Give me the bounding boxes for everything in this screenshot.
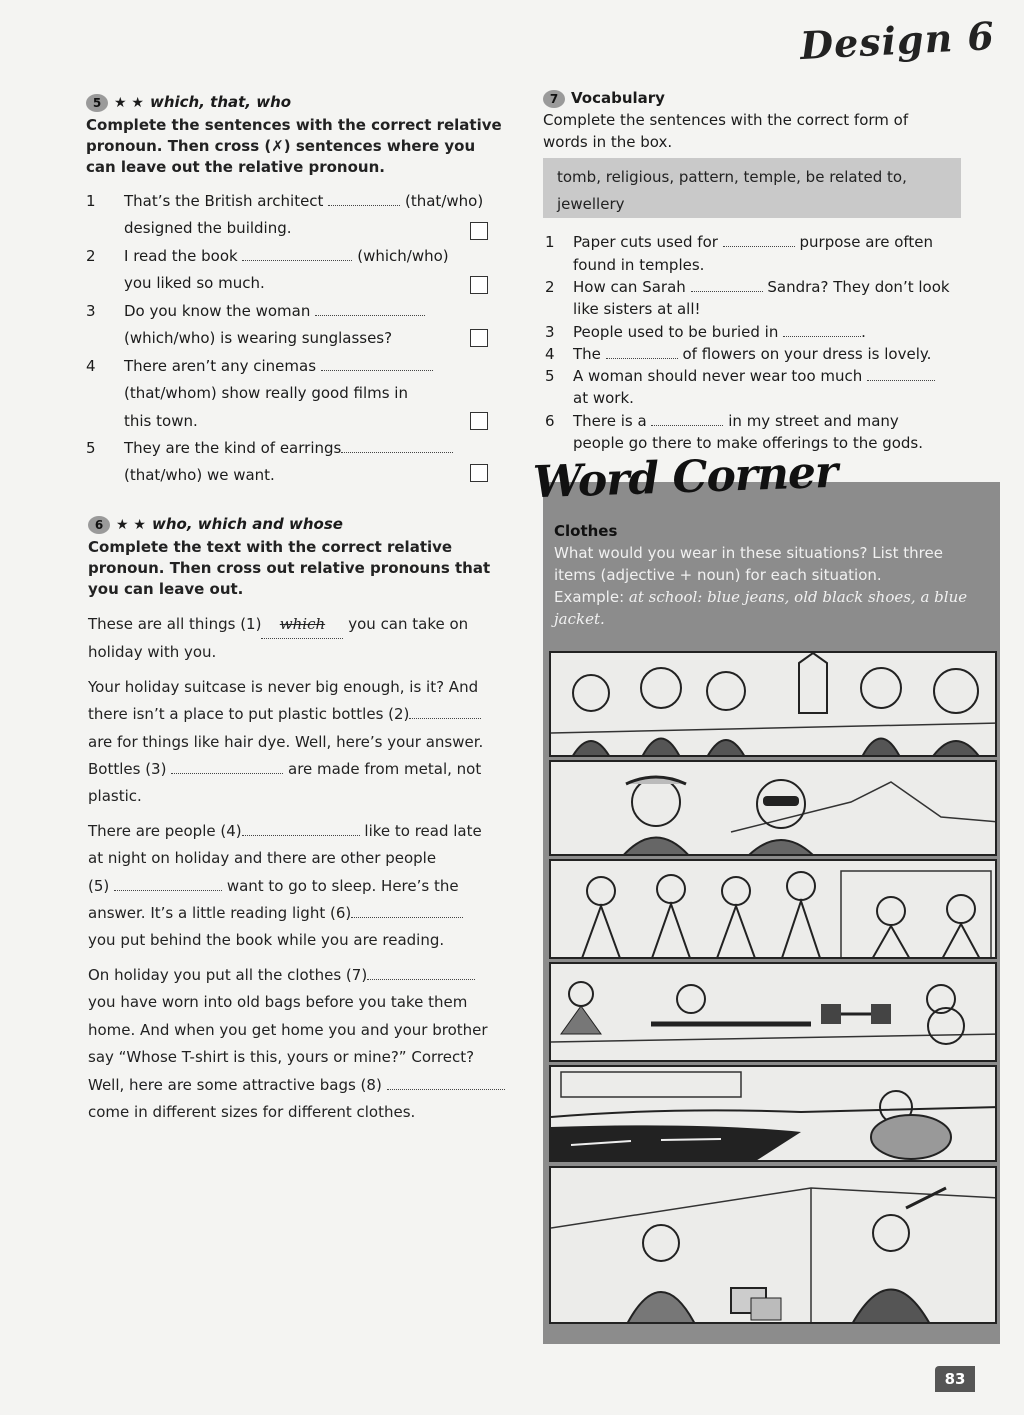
exercise-instructions: Complete the sentences with the correct relative pronoun. Then cross (✗) sentences where you can leave out the relative pronoun. [86, 116, 502, 176]
item-text: They are the kind of earrings [124, 439, 342, 457]
item-text: you liked so much. [124, 274, 265, 292]
item-text: (that/who) we want. [124, 466, 275, 484]
item-text: this town. [124, 412, 198, 430]
answer-blank[interactable] [328, 193, 400, 206]
cross-checkbox[interactable] [470, 222, 488, 240]
exercise-5 [86, 92, 506, 178]
answer-blank[interactable] [691, 279, 763, 292]
exercise-6-header [88, 514, 508, 535]
example-answer: which [279, 615, 326, 633]
answer-blank[interactable] [783, 324, 861, 337]
gym-people-icon [551, 964, 997, 1062]
answer-blank[interactable] [606, 346, 678, 359]
answer-blank[interactable] [351, 905, 463, 918]
answer-blank[interactable] [723, 234, 795, 247]
illustration-panel-4 [549, 962, 997, 1062]
item-number: 2 [86, 247, 96, 265]
answer-blank[interactable] [114, 878, 222, 891]
cross-checkbox[interactable] [470, 276, 488, 294]
difficulty-stars: ★ ★ [114, 95, 144, 111]
difficulty-stars: ★ ★ [116, 517, 146, 533]
exercise-number-badge: 7 [543, 90, 565, 108]
exercise-title: which, that, who [149, 93, 292, 111]
illustration-panel-5 [549, 1065, 997, 1162]
word-corner-logo: Word Corner [532, 446, 838, 509]
answer-blank[interactable] [321, 358, 433, 371]
answer-blank[interactable] [315, 303, 425, 316]
exercise-7 [543, 88, 943, 153]
paragraph-1: These are all things (1) which you can take on holiday with you. [88, 611, 508, 667]
exercise-7-header [543, 88, 943, 108]
exercise-7-items: 1 Paper cuts used for purpose are often found in temples. 2 How can Sarah Sandra? They don’t look like sisters at all! 3 People used to be buried in . 4 The of flowers on your dress is lovely. 5 A woman should never wear too much at work. 6 There is a in my street and many people go there to make offerings to the gods. [545, 233, 950, 452]
exercise-title: Vocabulary [571, 89, 665, 107]
item-text: That’s the British architect [124, 192, 324, 210]
unit-title: Design 6 [798, 12, 996, 69]
answer-blank[interactable] [171, 761, 283, 774]
exercise-5-items [86, 188, 496, 488]
word-corner-example: at school: blue jeans, old black shoes, a blue jacket. [554, 588, 968, 628]
item-text: (which/who) is wearing sunglasses? [124, 329, 393, 347]
exercise-title: who, which and whose [151, 515, 343, 533]
illustration-panel-1 [549, 651, 997, 757]
desert-travellers-icon [551, 762, 997, 856]
item-hint: (that/who) [405, 192, 484, 210]
page-number: 83 [935, 1366, 975, 1392]
item-text: I read the book [124, 247, 238, 265]
exercise-6-text [88, 611, 508, 1126]
exercise-number-badge: 5 [86, 94, 108, 112]
answer-blank[interactable] [261, 611, 343, 639]
exercise-instructions: Complete the text with the correct relative pronoun. Then cross out relative pronouns that you can leave out. [88, 538, 491, 598]
item-hint: (which/who) [357, 247, 449, 265]
church-people-icon [551, 653, 997, 757]
illustration-panel-6 [549, 1166, 997, 1324]
answer-blank[interactable] [867, 368, 935, 381]
answer-blank[interactable] [341, 440, 453, 453]
answer-blank[interactable] [242, 248, 352, 261]
answer-blank[interactable] [409, 706, 481, 719]
exercise-instructions: Complete the sentences with the correct form of words in the box. [543, 111, 909, 151]
cross-checkbox[interactable] [470, 329, 488, 347]
answer-blank[interactable] [387, 1077, 505, 1090]
item-number: 3 [86, 302, 96, 320]
cross-checkbox[interactable] [470, 464, 488, 482]
item-number: 4 [86, 357, 96, 375]
item-text: Do you know the woman [124, 302, 311, 320]
exercise-number-badge: 6 [88, 516, 110, 534]
cross-checkbox[interactable] [470, 412, 488, 430]
exercise-5-header [86, 92, 506, 113]
item-number: 5 [86, 439, 96, 457]
item-text: There aren’t any cinemas [124, 357, 317, 375]
exercise-6 [88, 514, 508, 600]
road-scene-icon [551, 1067, 997, 1162]
paragraph-2: Your holiday suitcase is never big enough, is it? And there isn’t a place to put plastic bottles (2) are for things like hair dye. Well, here’s your answer. Bottles (3) are made from metal, not plastic. [88, 677, 484, 806]
word-corner-instructions: What would you wear in these situations? List three items (adjective + noun) for each situation. Example: at school: blue jeans, old black shoes, a blue jacket. [554, 544, 968, 628]
word-box-text: tomb, religious, pattern, temple, be related to, jewellery [557, 168, 907, 213]
paragraph-3: There are people (4) like to read late at night on holiday and there are other people (5) want to go to sleep. Here’s the answer. It’s a little reading light (6) you put behind the book while you are reading. [88, 821, 482, 950]
item-text: (that/whom) show really good films in [124, 384, 408, 402]
painting-wall-icon [551, 1168, 997, 1324]
item-text: designed the building. [124, 219, 292, 237]
illustration-panel-2 [549, 760, 997, 856]
word-box [543, 158, 961, 218]
illustration-panel-3 [549, 859, 997, 959]
dancing-people-icon [551, 861, 997, 959]
answer-blank[interactable] [367, 967, 475, 980]
answer-blank[interactable] [651, 413, 723, 426]
answer-blank[interactable] [242, 823, 360, 836]
item-number: 1 [86, 192, 96, 210]
word-corner-subtitle: Clothes [554, 522, 618, 540]
paragraph-4: On holiday you put all the clothes (7) you have worn into old bags before you take them home. And when you get home you and your brother say “Whose T-shirt is this, yours or mine?” Correct? Well, here are some attractive bags (8) come in different sizes for different clothes. [88, 962, 508, 1126]
